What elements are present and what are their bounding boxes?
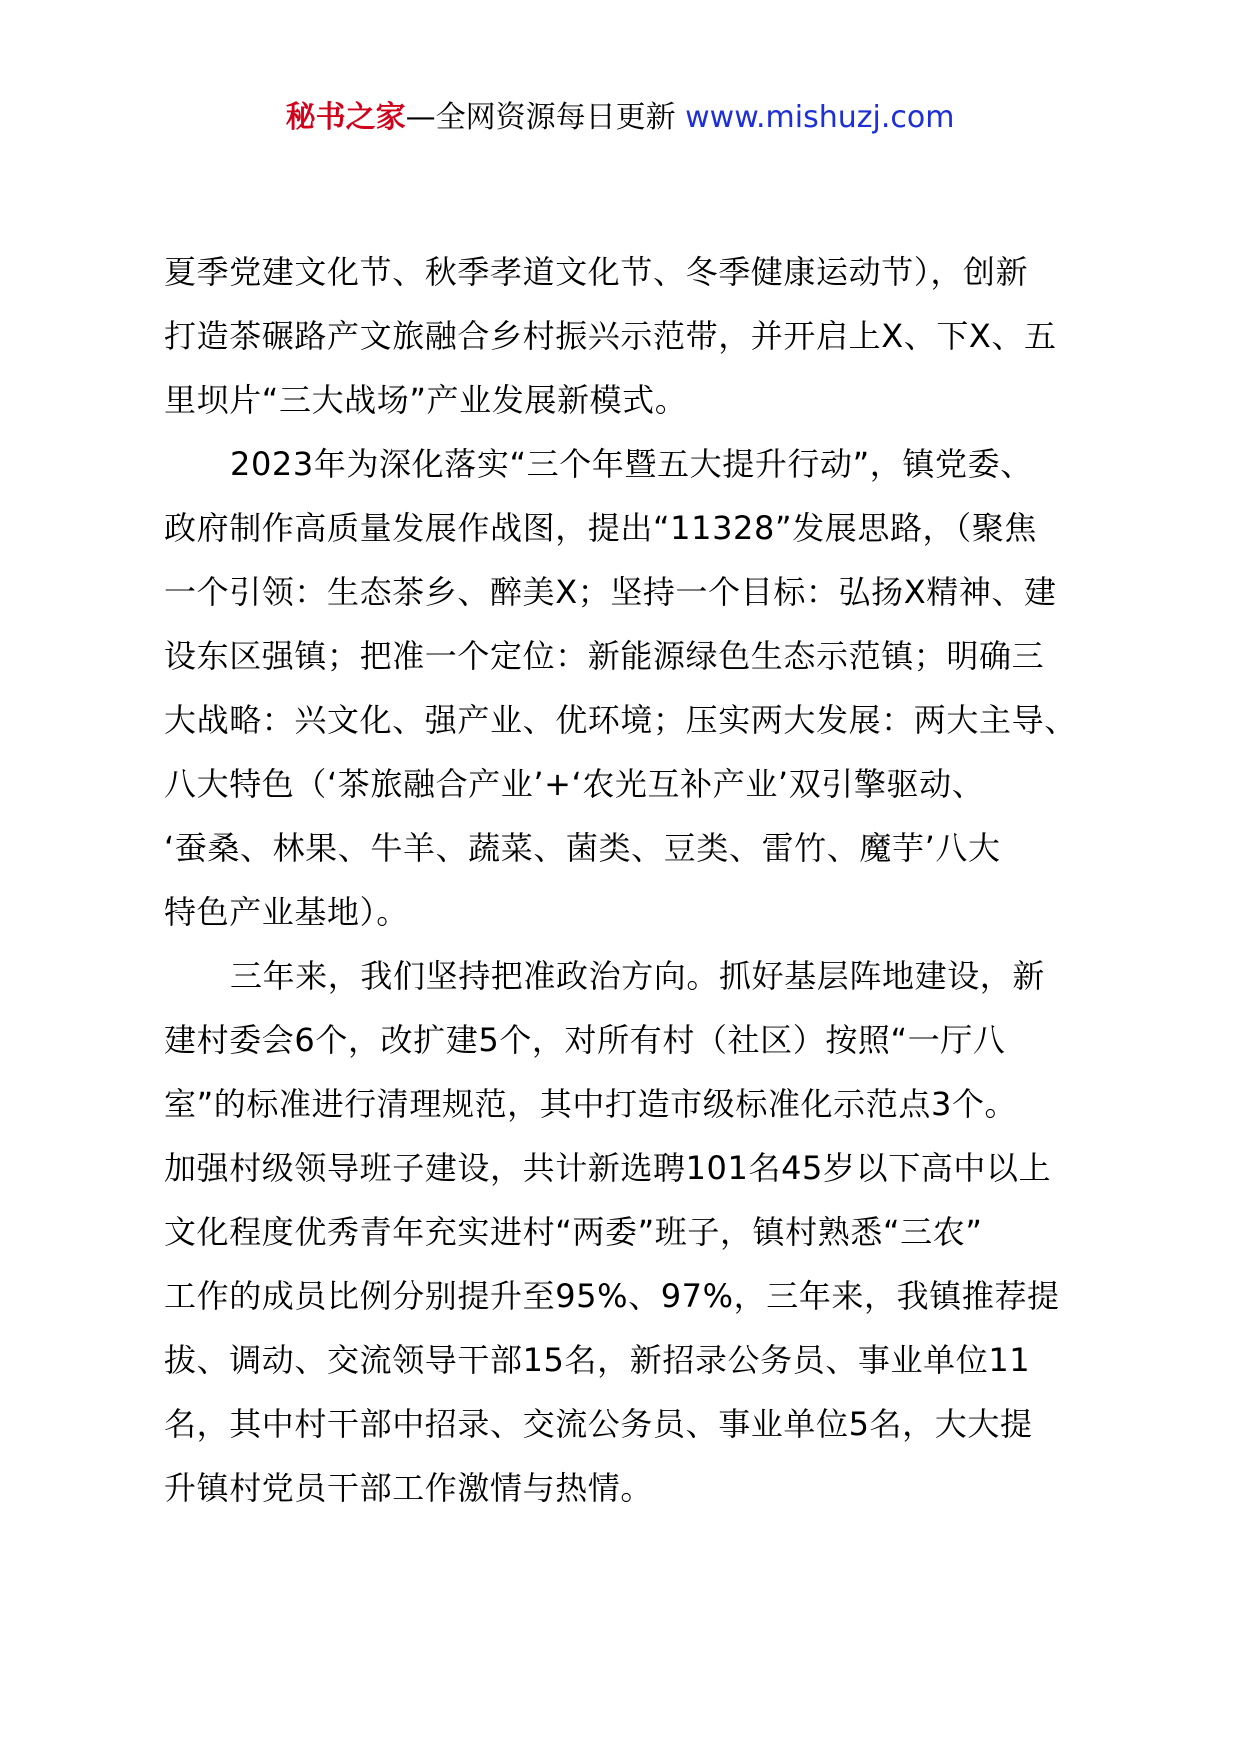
text-line: 室”的标准进行清理规范，其中打造市级标准化示范点3个。 xyxy=(164,1085,1018,1123)
text-line: 八大特色（‘茶旅融合产业’+‘农光互补产业’双引擎驱动、 xyxy=(164,765,985,803)
text-line: 打造茶碾路产文旅融合乡村振兴示范带，并开启上X、下X、五 xyxy=(164,317,1057,355)
site-brand: 秘书之家 xyxy=(285,100,406,135)
text-line: 设东区强镇；把准一个定位：新能源绿色生态示范镇；明确三 xyxy=(164,637,1045,675)
text-line: ‘蚕桑、林果、牛羊、蔬菜、菌类、豆类、雷竹、魔芋’八大 xyxy=(164,829,1001,867)
document-body xyxy=(164,240,1094,1520)
text-line: 升镇村党员干部工作激情与热情。 xyxy=(164,1469,654,1507)
text-line: 夏季党建文化节、秋季孝道文化节、冬季健康运动节），创新 xyxy=(164,253,1029,291)
text-line: 特色产业基地）。 xyxy=(164,893,409,931)
text-line: 建村委会6个，改扩建5个，对所有村（社区）按照“一厅八 xyxy=(164,1021,1006,1059)
text-line: 大战略：兴文化、强产业、优环境；压实两大发展：两大主导、 xyxy=(164,701,1077,739)
text-line: 加强村级领导班子建设，共计新选聘101名45岁以下高中以上 xyxy=(164,1149,1052,1187)
site-url-link[interactable]: www.mishuzj.com xyxy=(685,100,955,135)
paragraph-first-line: 2023年为深化落实“三个年暨五大提升行动”，镇党委、 xyxy=(230,445,1033,483)
text-line: 里坝片“三大战场”产业发展新模式。 xyxy=(164,381,688,419)
text-line: 拔、调动、交流领导干部15名，新招录公务员、事业单位11 xyxy=(164,1341,1031,1379)
text-line: 政府制作高质量发展作战图，提出“11328”发展思路，（聚焦 xyxy=(164,509,1037,547)
page-header xyxy=(0,98,1240,138)
text-line: 名，其中村干部中招录、交流公务员、事业单位5名，大大提 xyxy=(164,1405,1033,1443)
text-line: 工作的成员比例分别提升至95%、97%，三年来，我镇推荐提 xyxy=(164,1277,1060,1315)
site-tagline: —全网资源每日更新 xyxy=(405,100,676,135)
text-line: 文化程度优秀青年充实进村“两委”班子，镇村熟悉“三农” xyxy=(164,1213,983,1251)
paragraph-first-line: 三年来，我们坚持把准政治方向。抓好基层阵地建设，新 xyxy=(230,957,1046,995)
text-line: 一个引领：生态茶乡、醉美X；坚持一个目标：弘扬X精神、建 xyxy=(164,573,1057,611)
